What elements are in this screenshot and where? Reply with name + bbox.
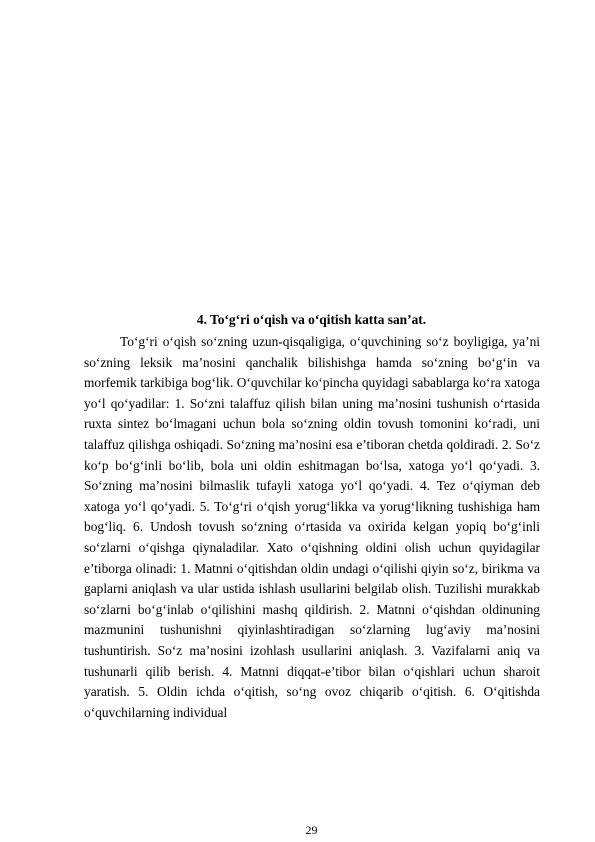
page-number: 29: [305, 823, 318, 837]
section-heading: 4. Toʻgʻri oʻqish va oʻqitish katta san’at.: [196, 312, 427, 327]
body-paragraph: Toʻgʻri oʻqish soʻzning uzun-qisqaligiga, oʻquvchining soʻz boyligiga, ya’ni soʻzning leksik ma’nosini qanchalik bilishishga hamda soʻzning boʻgʻin va morfemik tarkibiga bogʻlik. Oʻquvchilar koʻpincha quyidagi sabablarga koʻra xatoga yoʻl qoʻyadilar: 1. Soʻzni talaffuz qilish bilan uning ma’nosini tushunish oʻrtasida ruxta sintez boʻlmagani uchun bola soʻzning oldin tovush tomonini koʻradi, uni talaffuz qilishga oshiqadi. Soʻzning ma’nosini esa e’tiboran chetda qoldiradi. 2. Soʻz koʻp boʻgʻinli boʻlib, bola uni oldin eshitmagan boʻlsa, xatoga yoʻl qoʻyadi. 3. Soʻzning ma’nosini bilmaslik tufayli xatoga yoʻl qoʻyadi. 4. Tez oʻqiyman deb xatoga yoʻl qoʻyadi. 5. Toʻgʻri oʻqish yorugʻlikka va yorugʻlikning tushishiga ham bogʻliq. 6. Undosh tovush soʻzning oʻrtasida va oxirida kelgan yopiq boʻgʻinli soʻzlarni oʻqishga qiynaladilar. Xato oʻqishning oldini olish uchun quyidagilar e’tiborga olinadi: 1. Matnni oʻqitishdan oldin undagi oʻqilishi qiyin soʻz, birikma va gaplarni aniqlash va ular ustida ishlash usullarini belgilab olish. Tuzilishi murakkab soʻzlarni boʻgʻinlab oʻqilishini mashq qildirish. 2. Matnni oʻqishdan oldinuning mazmunini tushunishni qiyinlashtiradigan soʻzlarning lugʻaviy ma’nosini tushuntirish. Soʻz ma’nosini izohlash usullarini aniqlash. 3. Vazifalarni aniq va tushunarli qilib berish. 4. Matnni diqqat-e’tibor bilan oʻqishlari uchun sharoit yaratish. 5. Oldin ichda oʻqitish, soʻng ovoz chiqarib oʻqitish. 6. Oʻqitishda oʻquvchilarning individual: [84, 334, 540, 720]
